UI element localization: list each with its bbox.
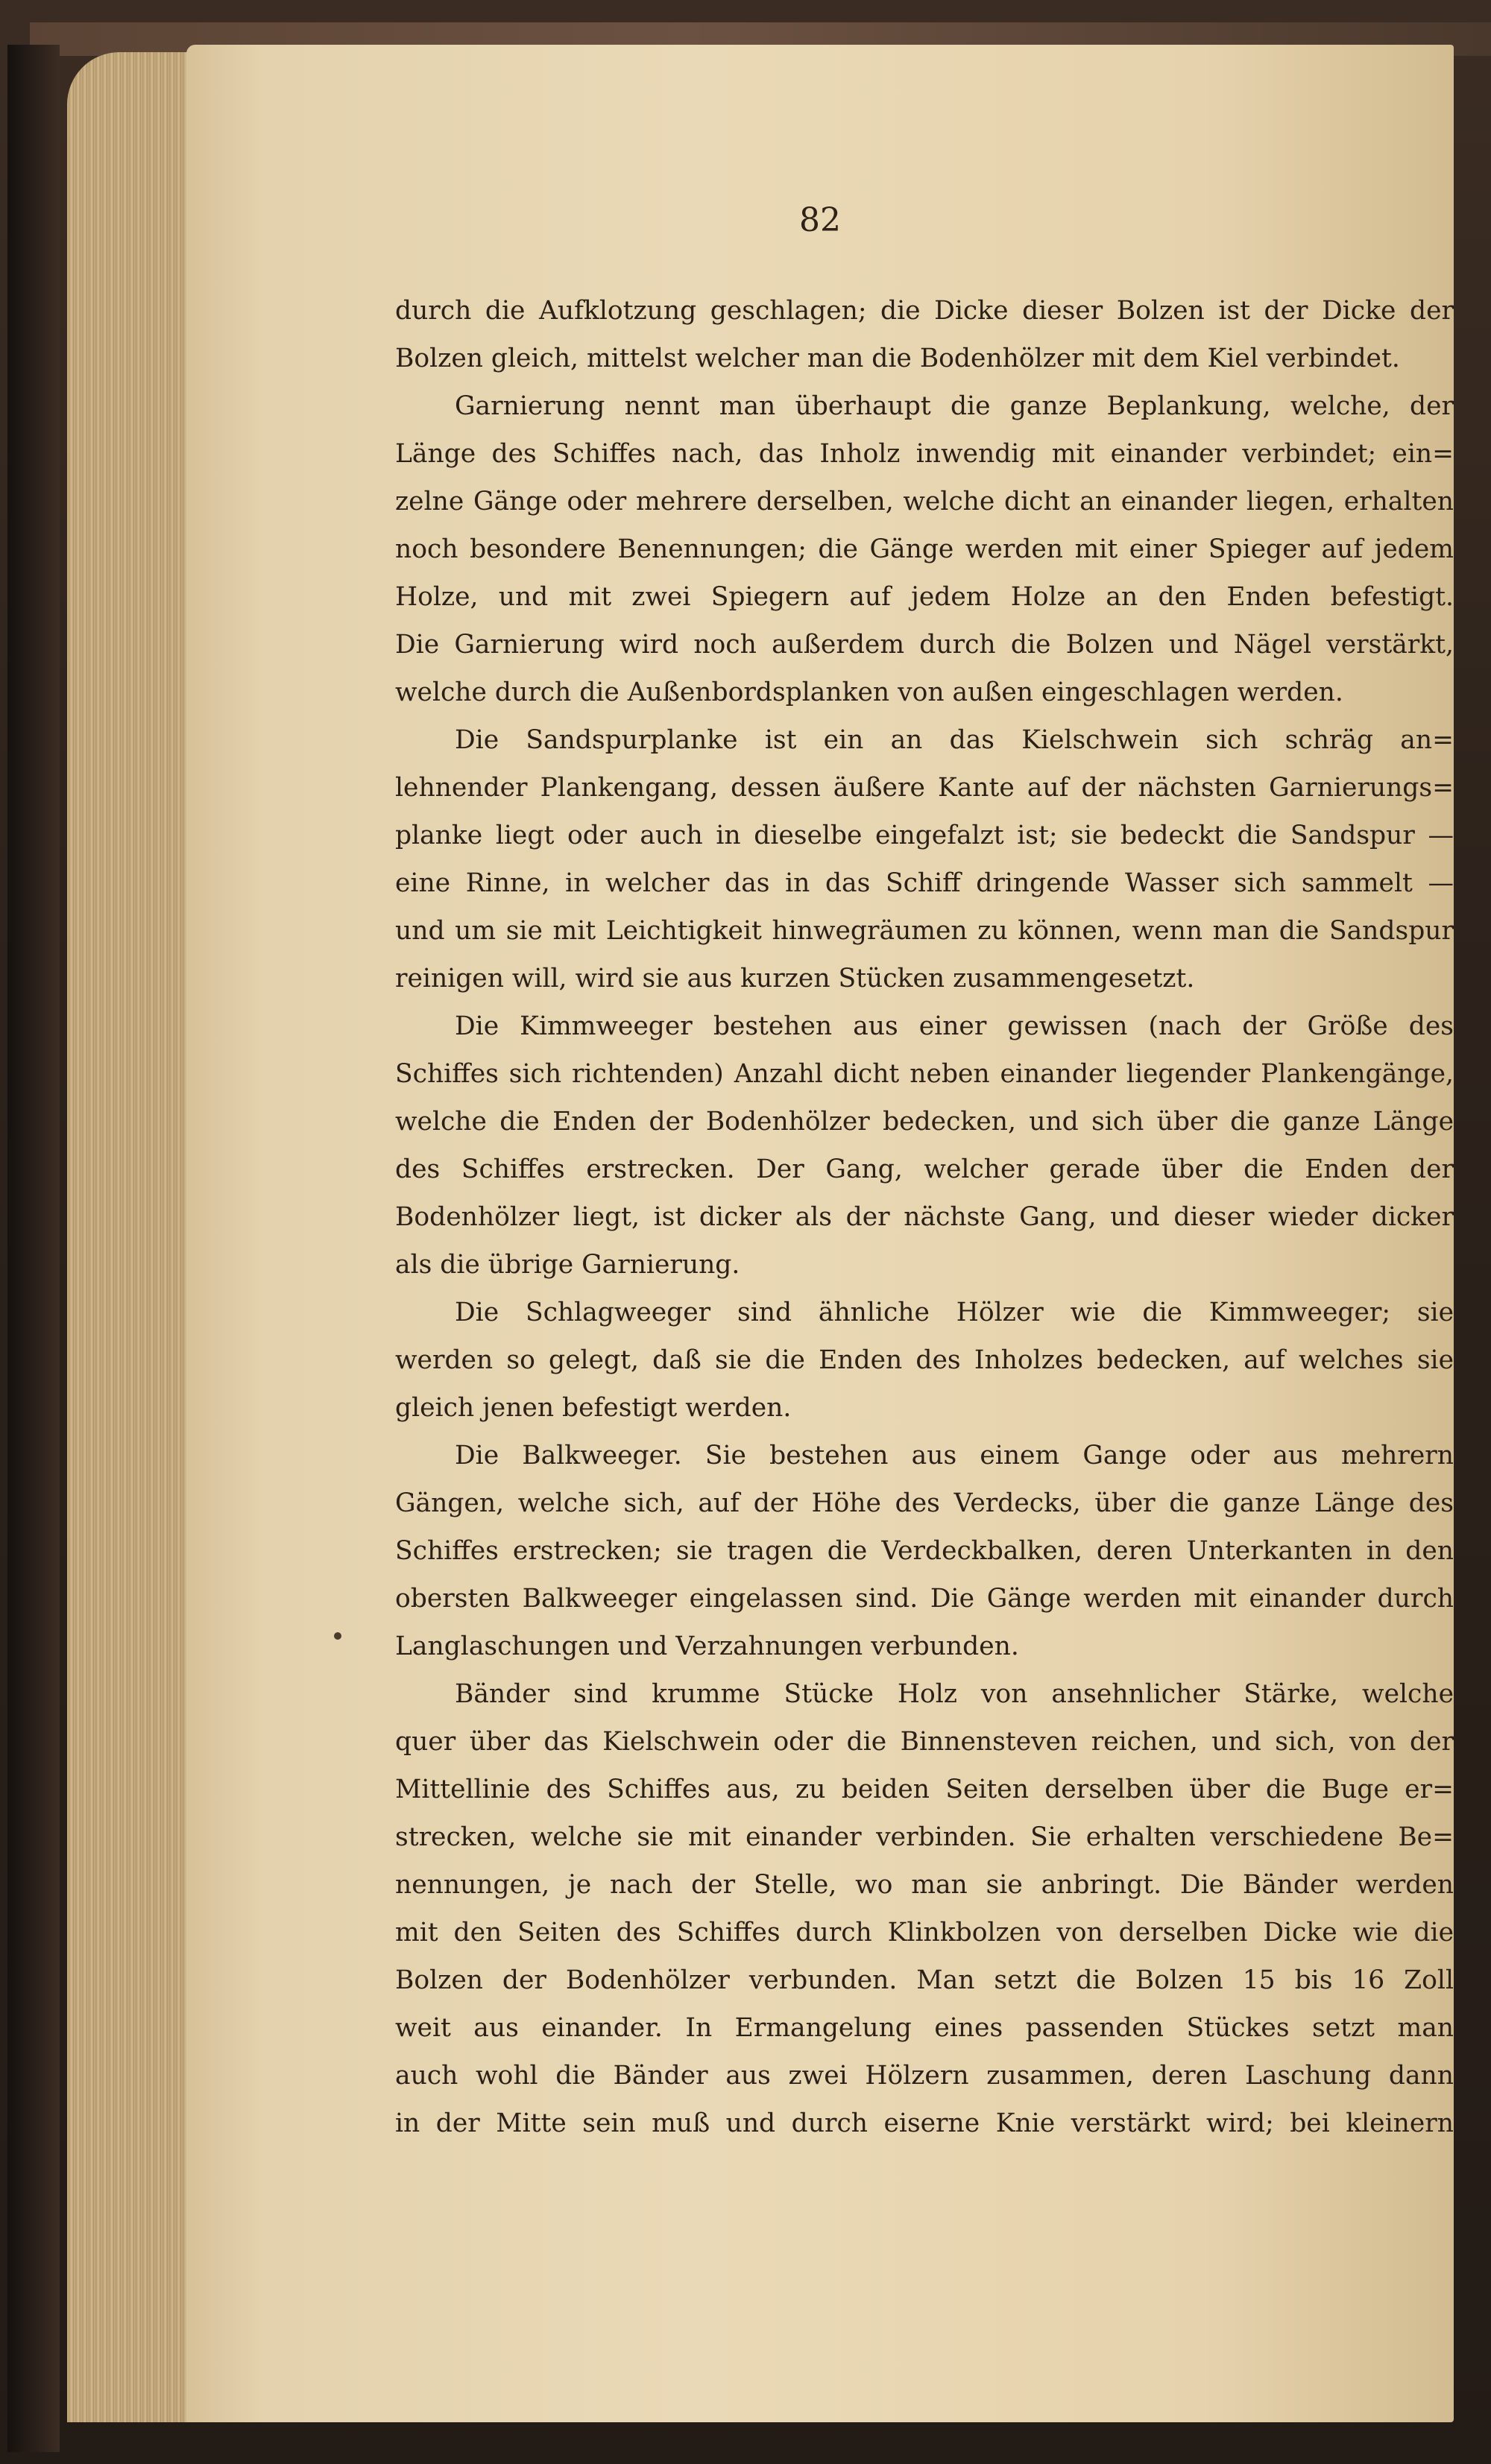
text-line: obersten Balkweeger eingelassen sind. Die Gänge werden mit einander durch: [395, 1584, 1454, 1614]
text-line: eine Rinne, in welcher das in das Schiff dringende Wasser sich sammelt —: [395, 868, 1454, 898]
text-line: Bolzen gleich, mittelst welcher man die Bodenhölzer mit dem Kiel verbindet.: [395, 344, 1400, 373]
text-line: nennungen, je nach der Stelle, wo man sie anbringt. Die Bänder werden: [395, 1870, 1454, 1900]
text-line: Bolzen der Bodenhölzer verbunden. Man setzt die Bolzen 15 bis 16 Zoll: [395, 1965, 1454, 1995]
text-line: mit den Seiten des Schiffes durch Klinkbolzen von derselben Dicke wie die: [395, 1918, 1454, 1947]
text-line: durch die Aufklotzung geschlagen; die Dicke dieser Bolzen ist der Dicke der: [395, 296, 1454, 326]
text-line: gleich jenen befestigt werden.: [395, 1393, 792, 1423]
text-line: noch besondere Benennungen; die Gänge werden mit einer Spieger auf jedem: [395, 534, 1454, 564]
page-number: 82: [799, 201, 841, 239]
text-line: Länge des Schiffes nach, das Inholz inwendig mit einander verbindet; ein=: [395, 439, 1454, 469]
text-line: und um sie mit Leichtigkeit hinwegräumen zu können, wenn man die Sandspur: [395, 916, 1454, 946]
text-line: welche durch die Außenbordsplanken von außen eingeschlagen werden.: [395, 677, 1343, 707]
page-text: [395, 287, 1454, 2147]
text-line: Schiffes erstrecken; sie tragen die Verdeckbalken, deren Unterkanten in den: [395, 1536, 1454, 1566]
text-line: planke liegt oder auch in dieselbe eingefalzt ist; sie bedeckt die Sandspur —: [395, 821, 1454, 850]
text-line: Bänder sind krumme Stücke Holz von ansehnlicher Stärke, welche: [455, 1679, 1454, 1709]
text-line: reinigen will, wird sie aus kurzen Stücken zusammengesetzt.: [395, 964, 1195, 994]
text-line: lehnender Plankengang, dessen äußere Kante auf der nächsten Garnierungs=: [395, 773, 1454, 803]
text-line: Die Schlagweeger sind ähnliche Hölzer wie die Kimmweeger; sie: [455, 1298, 1454, 1327]
text-line: des Schiffes erstrecken. Der Gang, welcher gerade über die Enden der: [395, 1154, 1454, 1184]
text-line: Die Garnierung wird noch außerdem durch die Bolzen und Nägel verstärkt,: [395, 630, 1454, 660]
text-line: Langlaschungen und Verzahnungen verbunden.: [395, 1631, 1019, 1661]
text-line: auch wohl die Bänder aus zwei Hölzern zusammen, deren Laschung dann: [395, 2061, 1454, 2091]
text-line: Schiffes sich richtenden) Anzahl dicht neben einander liegender Plankengänge,: [395, 1059, 1454, 1089]
ink-spot: [334, 1632, 341, 1640]
text-line: in der Mitte sein muß und durch eiserne Knie verstärkt wird; bei kleinern: [395, 2108, 1454, 2138]
text-line: Gängen, welche sich, auf der Höhe des Verdecks, über die ganze Länge des: [395, 1488, 1454, 1518]
text-line: Garnierung nennt man überhaupt die ganze Beplankung, welche, der: [455, 391, 1454, 421]
text-line: Bodenhölzer liegt, ist dicker als der nächste Gang, und dieser wieder dicker: [395, 1202, 1454, 1232]
text-line: weit aus einander. In Ermangelung eines passenden Stückes setzt man: [395, 2013, 1454, 2043]
book-spine-cover: [7, 45, 60, 2452]
text-line: Die Balkweeger. Sie bestehen aus einem Gange oder aus mehrern: [455, 1441, 1454, 1470]
text-line: welche die Enden der Bodenhölzer bedecken, und sich über die ganze Länge: [395, 1107, 1454, 1137]
text-line: Holze, und mit zwei Spiegern auf jedem Holze an den Enden befestigt.: [395, 582, 1454, 612]
text-line: Die Sandspurplanke ist ein an das Kielschwein sich schräg an=: [455, 725, 1454, 755]
text-line: als die übrige Garnierung.: [395, 1250, 740, 1280]
text-line: Die Kimmweeger bestehen aus einer gewissen (nach der Größe des: [455, 1011, 1454, 1041]
text-line: zelne Gänge oder mehrere derselben, welche dicht an einander liegen, erhalten: [395, 487, 1454, 517]
text-line: quer über das Kielschwein oder die Binnensteven reichen, und sich, von der: [395, 1727, 1454, 1757]
text-line: werden so gelegt, daß sie die Enden des Inholzes bedecken, auf welches sie: [395, 1345, 1454, 1375]
text-line: strecken, welche sie mit einander verbinden. Sie erhalten verschiedene Be=: [395, 1822, 1454, 1852]
text-line: Mittellinie des Schiffes aus, zu beiden Seiten derselben über die Buge er=: [395, 1775, 1454, 1804]
